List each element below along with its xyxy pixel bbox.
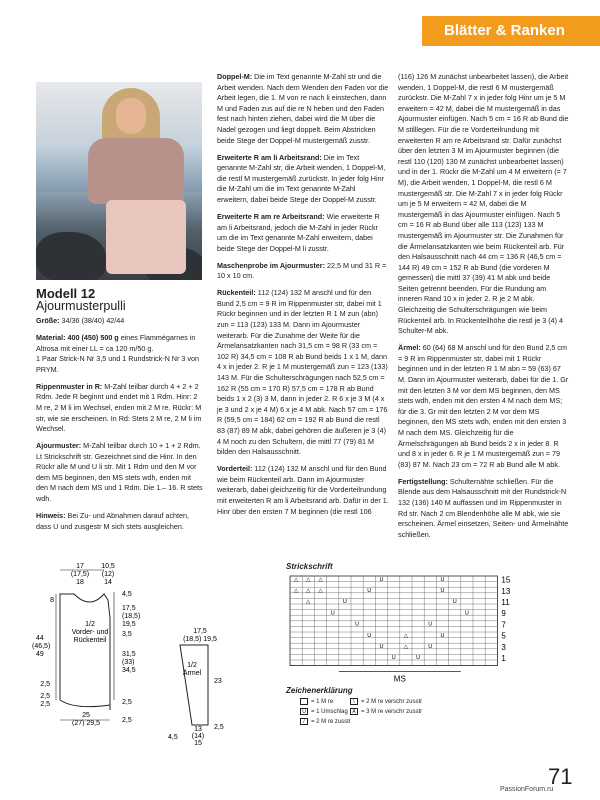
paragraph-text: Bei Zu- und Abnahmen darauf achten, dass U und zusgestr M sich stets ausgleichen. (36, 511, 190, 531)
legend-title: Zeichenerklärung (286, 686, 353, 695)
paragraph-heading: Erweiterte R am re Arbeitsrand: (217, 211, 325, 221)
sleeve-top-2: (18,5) 19,5 (183, 636, 217, 643)
decrease-symbol: △ (403, 632, 409, 639)
decrease-symbol: △ (318, 587, 323, 594)
dim-right-a: 4,5 (122, 591, 132, 598)
yarn-over-symbol: U (379, 643, 384, 650)
paragraph-text: 112 (124) 132 M anschl und für den Bund 2,5 cm = 9 R im Rippenmuster str, dabei mit 1 Rückr beginnen und in der letzten R 1 M zun (abn) zun = 113 (123) 133 M. Dann im Ajourmuster weiterarb. Für die Zunahme der Weite für die Ärmelansatzkanten nach 31,5 cm = 98 R (33 cm = 102 R) 34,5 cm = 108 R ab Bund beids 1 x 1 M, dann 4 x in jeder 2. R je 1 M mustergemäß zun = 123 (133) 143 M. Für die Schulterschrägungen nach 52,5 cm = 162 R (55 cm = 170 R) 57,5 cm = 178 R ab Bund beids 1 x 2 (3) 3 M, dann in jeder 2. R 6 x je 3 M (4 x je 3 und 2 x je 4 M) 6 x je 4 M abk. Nach 57 cm = 176 R (59,5 cm = 184) 62 cm = 192 R ab Bund die restl 83 (87) 89 M abk, dabei gehören die äußeren je 3 (4) 4 M noch zu den Schultern, die mittl 77 (79) 81 M bilden den Halsausschnitt. (217, 288, 388, 457)
paragraph-heading: Erweiterte R am li Arbeitsrand: (217, 152, 322, 162)
dim-right-b3: 19,5 (122, 621, 136, 628)
paragraph-text: Die im Text genannte M-Zahl str, die Arbeit wenden, 1 Doppel-M, die restl M mustergemäß zurückstr. In jeder folg Hinr die M-Zahl um die im Text genannte M-Zahl erweitern, dabei beide Stege der Doppel-M zusstr. (217, 152, 386, 204)
dim-top-left-3: 18 (76, 579, 84, 586)
dim-right-d2: (33) (122, 659, 135, 666)
paragraph (217, 288, 389, 458)
chart-title: Strickschrift (286, 562, 333, 571)
legend-label: = 1 M re (311, 699, 334, 706)
model-title: Modell 12 (36, 286, 96, 301)
dim-bottom-b: 2,5 (40, 693, 50, 700)
paragraph-heading: Ajourmuster: (36, 441, 82, 451)
sleeve-bottom-2: (14) (191, 733, 205, 740)
sleeve-top-1: 17,5 (193, 628, 207, 635)
row-number: 3 (501, 642, 506, 652)
dim-top-right-3: 14 (104, 579, 112, 586)
dim-top-left: 17 (76, 563, 84, 570)
paragraph-text: eines Flammégarnes in Altrosa mit einer LL = ca 120 m/50 g. 1 Paar Strick-N Nr 3,5 und 1 Rundstrick-N Nr 3 von PRYM. (36, 332, 199, 374)
yarn-over-symbol: U (428, 643, 433, 650)
section-banner: Blätter & Ranken (422, 16, 600, 46)
legend-item (350, 698, 422, 706)
label-front-3: Rückenteil (73, 637, 107, 644)
legend-label: = 2 M re verschr zusstr (361, 699, 423, 706)
paragraph-heading: Rippenmuster in R: (36, 381, 103, 391)
paragraph (36, 441, 204, 505)
dim-neck: 8 (50, 597, 54, 604)
dim-right-bottom: 2,5 (122, 699, 132, 706)
decrease-symbol: △ (318, 576, 323, 583)
dim-right-b1: 17,5 (122, 605, 136, 612)
text-column-3 (398, 72, 570, 547)
legend-symbol-icon: U (300, 708, 308, 715)
paragraph-text: Wie erweiterte R am li Arbeitsrand, jedoch die M-Zahl in jeder Rückr um die im Text genannte M-Zahl erweitern, dabei beide Stege der Doppel-M li zusstr. (217, 211, 380, 253)
paragraph-heading: Doppel-M: (217, 72, 253, 81)
paragraph (217, 261, 389, 282)
legend-item (350, 708, 422, 716)
decrease-symbol: △ (306, 576, 311, 583)
sleeve-label-2: Ärmel (182, 670, 202, 677)
dim-bottom-width-2: (27) 29,5 (71, 720, 101, 726)
decrease-symbol: △ (403, 643, 409, 650)
yarn-over-symbol: U (440, 587, 445, 594)
paragraph-text: Schulternähte schließen. Für die Blende aus dem Halsausschnitt mit der Rundstrick-N 132 (136) 140 M auffassen und im Rippenmuster in Rd str. Nach 2 cm Blendenhöhe alle M abk, wie sie erscheinen. Ärmel einsetzen, Seiten- und Ärmelnähte schließen. (398, 476, 569, 539)
page-number: 71 (548, 764, 573, 789)
yarn-over-symbol: U (330, 610, 335, 617)
paragraph (36, 333, 204, 375)
paragraph (217, 464, 389, 517)
paragraph-text: 34/36 (38/40) 42/44 (59, 316, 125, 325)
paragraph-heading: Hinweis: (36, 511, 66, 521)
yarn-over-symbol: U (342, 599, 347, 606)
dim-top-right: 10,5 (101, 563, 115, 570)
dim-right-d1: 31,5 (122, 651, 136, 658)
paragraph (398, 477, 570, 541)
body-schematic (30, 560, 140, 726)
dim-top-right-2: (12) (101, 571, 115, 578)
sleeve-bottom-3: 15 (194, 740, 202, 745)
yarn-over-symbol: U (355, 621, 360, 628)
paragraph-text: M-Zahl teilbar durch 4 + 2 + 2 Rdm. Jede R beginnt und endet mit 1 Rdm. Hinr: 2 M re, 2 M li im Wechsel, enden mit 2 M re. Rückr: M str, wie sie erscheinen. In Rd: Stets 2 M re, 2 M li im Wechsel. (36, 381, 202, 434)
row-number: 5 (501, 631, 506, 641)
decrease-symbol: △ (293, 587, 299, 594)
legend-symbol-icon: A (350, 708, 358, 715)
dim-right-d3: 34,5 (122, 667, 136, 674)
dim-right-c: 3,5 (122, 631, 132, 638)
legend-symbol-icon (300, 698, 308, 705)
paragraph-heading: Material: 400 (450) 500 g (36, 332, 119, 342)
model-subtitle: Ajourmusterpulli (36, 299, 126, 313)
dim-right-b2: (18,5) (122, 613, 140, 620)
legend-label: = 1 Umschlag (311, 709, 348, 716)
legend-item (300, 698, 333, 706)
ms-label: MS (393, 674, 406, 682)
row-number: 15 (501, 575, 511, 585)
row-number: 13 (501, 586, 511, 596)
paragraph-heading: Ärmel: (398, 343, 421, 353)
model-photo (36, 82, 202, 280)
row-number: 11 (501, 598, 510, 607)
paragraph (217, 153, 389, 206)
paragraph-heading: Maschenprobe im Ajourmuster: (217, 260, 325, 270)
legend-label: = 3 M re verschr zusstr (361, 709, 423, 716)
dim-bottom-a: 2,5 (40, 681, 50, 688)
paragraph-heading: Rückenteil: (217, 288, 256, 298)
label-front-2: Vorder- und (71, 629, 109, 636)
paragraph-text: 22,5 M und 31 R = 10 x 10 cm. (217, 260, 387, 281)
paragraph (398, 72, 570, 337)
paragraph (36, 511, 204, 532)
yarn-over-symbol: U (440, 632, 445, 639)
legend-item (300, 708, 348, 716)
paragraph (217, 72, 389, 146)
paragraph (217, 212, 389, 254)
site-footer: PassionForum.ru (500, 786, 554, 793)
sleeve-bottom-left: 4,5 (168, 734, 178, 741)
sleeve-height: 23 (214, 678, 222, 685)
legend-symbol-icon: / (300, 718, 308, 725)
paragraph (36, 382, 204, 435)
sleeve-bottom-1: 13 (194, 726, 202, 733)
dim-bottom-right: 2,5 (122, 717, 132, 724)
paragraph-text: 60 (64) 68 M anschl und für den Bund 2,5 cm = 9 R im Rippenmuster str, dabei mit 1 Rückr beginnen und in der letzten R 1 M abn = 59 (63) 67 M. Dann im Ajourmuster weiterarb, dabei für die 1. Gr mit den letzten 3 M vor dem MS beginnen, den MS stets wdh, enden mit den ersten 4 M nach dem MS; für die 3. Gr mit den letzten 2 M vor dem MS beginnen, den MS stets wdh, enden mit den ersten 3 M nach dem MS. Gleichzeitig für die Ärmelschrägungen ab Bund beids 2 x in jeder 8. R und 8 x in jeder 6. R je 1 M mustergemäß zun = 79 (83) 87 M. Nach 23 cm = 72 R ab Bund alle M abk. (398, 343, 569, 469)
dim-left1: 44 (36, 635, 44, 642)
row-number: 7 (501, 620, 506, 630)
row-number: 1 (501, 654, 506, 663)
paragraph-heading: Fertigstellung: (398, 476, 448, 486)
yarn-over-symbol: U (367, 632, 372, 639)
dim-top-left-2: (17,5) (70, 571, 90, 578)
yarn-over-symbol: U (367, 587, 372, 594)
decrease-symbol: △ (306, 599, 311, 606)
yarn-over-symbol: U (464, 610, 469, 617)
paragraph-text: M-Zahl teilbar durch 10 + 1 + 2 Rdm. Lt Strickschrift str. Gezeichnet sind die Hinr. In den Rückr alle M und U li str. Mit 1 Rdm und den M vor dem MS beginnen, den MS stets wdh, enden mit den M nach dem MS und 1 Rdm. Die 1.– 16. R stets wdh. (36, 441, 203, 504)
paragraph-text: 112 (124) 132 M anschl und für den Bund wie beim Rückenteil arb. Dann im Ajourmuster weiterarb, dabei gleichzeitig für die Vorderteilrundung mit erweiterten R am li Arbeitsrand arb. Dafür in der 1. Hinr über den ersten 7 M beginnen (die restl 106 (217, 464, 389, 516)
text-column-2 (217, 72, 389, 524)
decrease-symbol: △ (306, 587, 311, 594)
legend-label: = 2 M re zusstr (311, 719, 351, 726)
sleeve-schematic (160, 625, 240, 745)
knitting-chart (286, 572, 536, 682)
text-column-1 (36, 316, 204, 539)
yarn-over-symbol: U (452, 599, 457, 606)
legend-item (300, 718, 351, 726)
yarn-over-symbol: U (391, 655, 396, 662)
dim-left2: (46,5) (32, 643, 51, 650)
label-front-1: 1/2 (85, 621, 95, 628)
paragraph-heading: Größe: (36, 316, 60, 325)
decrease-symbol: △ (293, 576, 299, 583)
paragraph (398, 343, 570, 470)
yarn-over-symbol: U (379, 576, 384, 583)
legend-symbol-icon: \ (350, 698, 358, 705)
dim-bottom-c: 2,5 (40, 701, 50, 708)
paragraph-text: (116) 126 M zunächst unbearbeitet lassen), die Arbeit wenden, 1 Doppel-M, die restl 6 M mustergemäß zurückstr. Die M-Zahl 7 x in jeder folg Hinr um je 5 M erweitern = 42 M, dabei die M mustergemäß in das Ajourmuster einfügen. Nach 5 cm = 16 R ab Bund die M stilllegen. Für die re Vorderteilrundung mit erweiterten R am re Arbeitsrand str. Dafür zunächst über den letzten 3 M im Ajourmuster beginnen (die restl 110 (120) 130 M zunächst unbearbeitet lassen) und in der 1. Rückr die M-Zahl um 4 M erweitern (= 7 M), die Arbeit wenden, 1 Doppel-M, die restl 6 M mustergemäß str. Die M-Zahl 7 x in jeder folg Rückr um je 5 M erweitern = 42 M, dabei die M mustergemäß in das Ajourmuster einfügen. Nach 5 cm = 16 R ab Bund über alle 113 (123) 133 M mustergemäß im Ajourmuster str. Die Zunahmen für die Ärmelansatzkanten wie beim Rückenteil arb. Für den Halsausschnitt nach 44 cm = 136 R (46,5 cm = 144 R) 49 cm = 152 R ab Bund (die vorderen M gemessen) die mittl 37 (39) 41 M abk und beide Seiten getrennt beenden. Für die Rundung am inneren Rand 10 x in jeder 2. R je 2 M abk. Gleichzeitig die Schulterschrägungen wie beim Rückenteil arb. In Rückenteilhöhe die restl je 3 (4) 4 Schulter-M abk. (398, 72, 569, 336)
yarn-over-symbol: U (416, 655, 421, 662)
row-number: 9 (501, 609, 506, 619)
sleeve-label-1: 1/2 (187, 662, 197, 669)
dim-left3: 49 (36, 651, 44, 658)
paragraph (36, 316, 204, 327)
yarn-over-symbol: U (428, 621, 433, 628)
dim-bottom-width: 25 (82, 712, 90, 719)
yarn-over-symbol: U (440, 576, 445, 583)
paragraph-text: Die im Text genannte M-Zahl str und die Arbeit wenden. Nach dem Wenden den Faden vor die Arbeit legen, die 1. M von re nach li einstechen, dann M und Faden zus auf die re N heben und den Faden fest nach hinten ziehen, dabei wird die M über die Nadel gezogen und liegt doppelt. Beim Abstricken beide Stege der Doppel-M mustergemäß zusstr. (217, 72, 389, 145)
paragraph-heading: Vorderteil: (217, 464, 253, 474)
sleeve-bottom-right: 2,5 (214, 724, 224, 731)
